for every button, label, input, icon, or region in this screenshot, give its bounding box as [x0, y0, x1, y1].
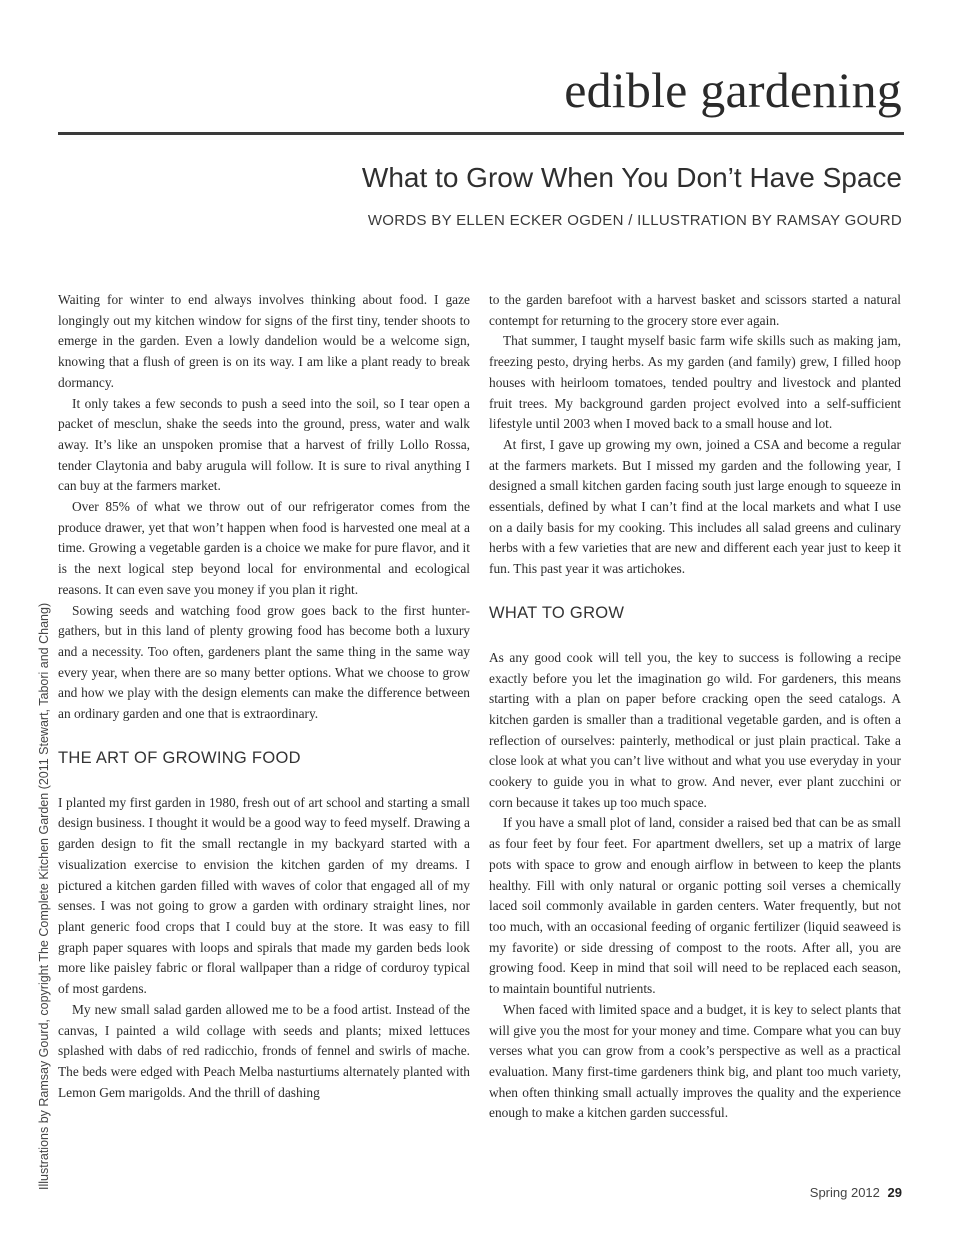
page-footer [810, 1184, 902, 1202]
left-column [58, 290, 470, 1103]
paragraph: It only takes a few seconds to push a seed into the soil, so I tear open a packet of mesclun, shake the seeds into the ground, press, water and walk away. It’s like an unspoken promise that a harvest of frilly Lollo Rossa, tender Claytonia and baby arugula will follow. It is sure to rival anything I can buy at the farmers market. [58, 395, 470, 494]
paragraph: Waiting for winter to end always involves thinking about food. I gaze longingly out my kitchen window for signs of the first tiny, tender shoots to emerge in the garden. Even a lowly dandelion would be a welcome sign, knowing that a flush of green is on its way. I am like a plant ready to break dormancy. [58, 292, 470, 390]
byline: WORDS BY ELLEN ECKER OGDEN / ILLUSTRATION BY RAMSAY GOURD [367, 212, 902, 229]
paragraph: Sowing seeds and watching food grow goes back to the first hunter-gathers, but in this land of plenty growing food has become both a luxury and a necessity. Too often, gardeners plant the same thing in the same way every year, when there are so many better options. What we choose to grow and how we play with the design elements can make the difference between an ordinary garden and one that is extraordinary. [58, 602, 470, 722]
issue-label: Spring 2012 [809, 1185, 880, 1200]
paragraph: Over 85% of what we throw out of our refrigerator comes from the produce drawer, yet that won’t happen when food is harvested one meal at a time. Growing a vegetable garden is a choice we make for pure flavor, and it is the next logical step beyond local for environmental and ecological reasons. It can even save you money if you plan it right. [58, 499, 470, 597]
section-heading-art-of-growing-food: THE ART OF GROWING FOOD [58, 748, 301, 767]
paragraph: That summer, I taught myself basic farm wife skills such as making jam, freezing pesto, drying herbs. As my garden (and family) grew, I filled hoop houses with heirloom tomatoes, tended poultry and livestock and planted fruit trees. My background garden project evolved into a self-sufficient lifestyle until 2003 when I moved back to a small house and lot. [489, 333, 901, 432]
paragraph: At first, I gave up growing my own, joined a CSA and become a regular at the farmers markets. But I missed my garden and the following year, I designed a small kitchen garden facing south just large enough to squeeze in essentials, defined by what I can’t find at the local markets and what I use on a daily basis for my cooking. This includes all salad greens and culinary herbs with a few varieties that are new and different each year just to keep it fun. This past year it was artichokes. [489, 436, 901, 577]
right-column [489, 290, 901, 1124]
paragraph: If you have a small plot of land, consider a raised bed that can be as small as four feet by four feet. For apartment dwellers, set up a matrix of large pots with space to grow and enough airflow in between to keep the plants healthy. Fill with only natural or organic potting soil verses a chemically laced soil commonly available in garden centers. Water frequently, but not too much, with an occasional feeding of organic fertilizer (liquid seaweed is my favorite) or side dressing of compost to the roots. After all, you are growing food. Keep in mind that soil will need to be replaced each season, to maintain bountiful nutrients. [489, 815, 901, 997]
paragraph: As any good cook will tell you, the key to success is following a recipe exactly before you let the imagination go wild. For gardeners, this means starting with a plan on paper before cracking open the seed catalogs. A kitchen garden is smaller than a traditional vegetable garden, and is often a reflection of ourselves: painterly, methodical or just plain practical. Take a close look at what you can’t live without and what you use everyday in your cookery to guide you in what to grow. And never, ever plant zucchini or corn because it takes up too much space. [489, 649, 901, 810]
article-title: What to Grow When You Don’t Have Space [361, 162, 902, 193]
header-rule [58, 132, 904, 135]
section-title: edible gardening [564, 62, 902, 118]
section-heading-what-to-grow: WHAT TO GROW [489, 603, 625, 622]
paragraph: When faced with limited space and a budget, it is key to select plants that will give you the most for your money and time. Compare what you can buy verses what you can grow from a cook’s perspective as well as a practical evaluation. Many first-time gardeners think big, and plant too much variety, when often thinking small actually improves the quality and the experience enough to make a kitchen garden successful. [489, 1001, 901, 1121]
paragraph: to the garden barefoot with a harvest basket and scissors started a natural contempt for returning to the grocery store ever again. [489, 292, 901, 328]
paragraph: I planted my first garden in 1980, fresh out of art school and starting a small design business. I thought it would be a good way to feed myself. Drawing a garden design to fit the small rectangle in my backyard started with a visualization exercise to envision the kitchen garden of my dreams. I pictured a kitchen garden filled with waves of color that engaged all of my senses. I was not going to grow a garden with ordinary straight lines, nor plant generic food crops that I could buy at the store. It was easy to fill graph paper squares with loops and spirals that made my garden beds look more like paisley fabric or floral wallpaper than a ridge of corduroy typical of most gardens. [58, 794, 470, 997]
illustration-credit: Illustrations by Ramsay Gourd, copyright The Complete Kitchen Garden (2011 Stewart, Tabori and Chang) [37, 602, 51, 1190]
page-number: 29 [887, 1185, 902, 1200]
paragraph: My new small salad garden allowed me to be a food artist. Instead of the canvas, I painted a wild collage with seeds and plants; mixed lettuces splashed with dabs of red radicchio, fronds of fennel and swirls of mache. The beds were edged with Peach Melba nasturtiums alternately planted with Lemon Gem marigolds. And the thrill of dashing [58, 1001, 470, 1100]
